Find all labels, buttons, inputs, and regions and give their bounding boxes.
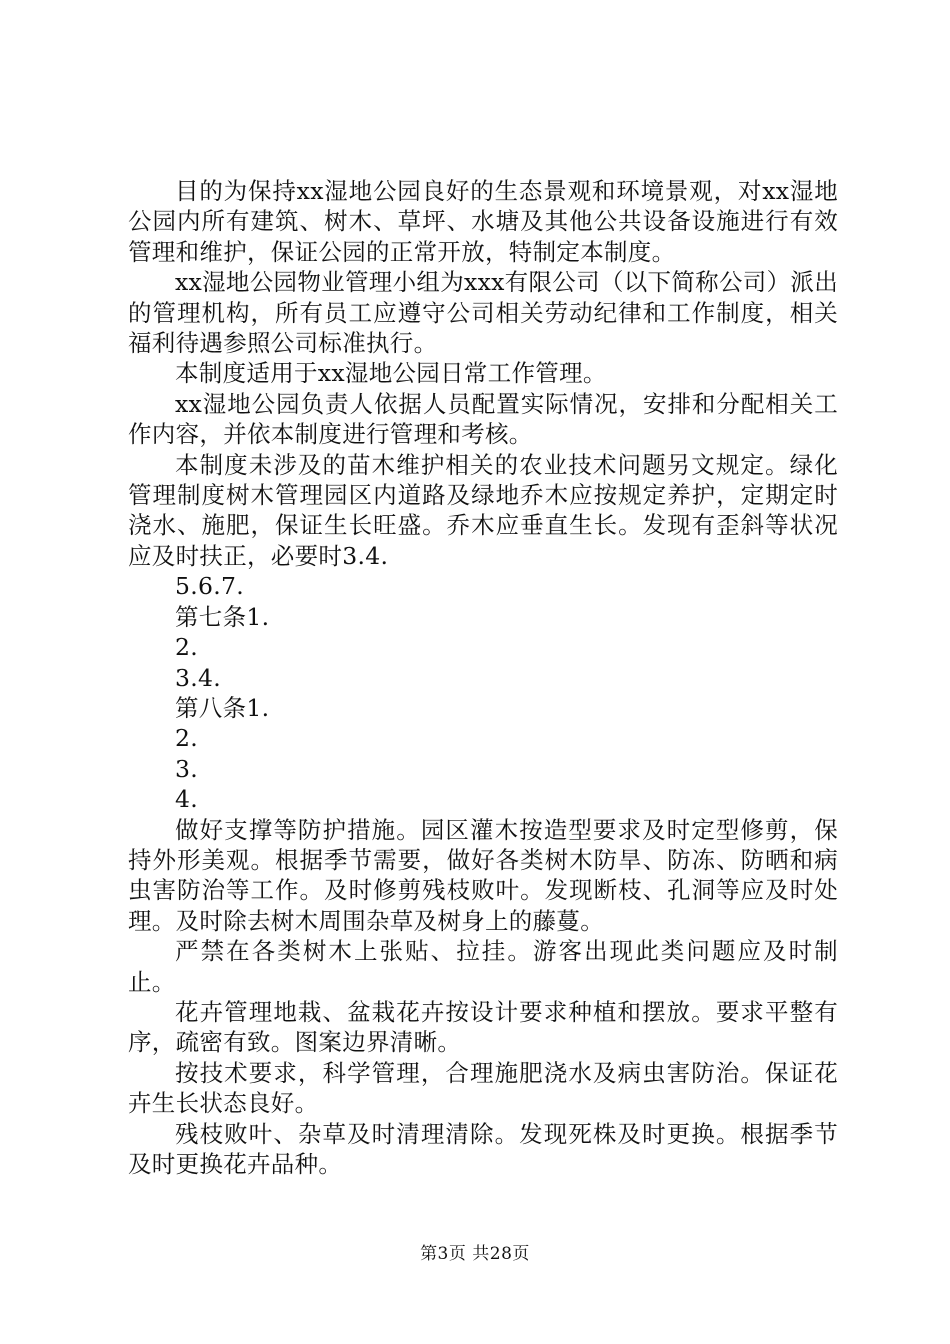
- paragraph: xx湿地公园物业管理小组为xxx有限公司（以下简称公司）派出的管理机构，所有员工应遵守公司相关劳动纪律和工作制度，相关福利待遇参照公司标准执行。: [128, 268, 838, 358]
- list-item: 4.: [175, 785, 199, 814]
- list-item: 2.: [175, 724, 199, 753]
- list-item: 第七条1.: [175, 602, 270, 631]
- page-number-label: 第3页 共28页: [420, 1244, 530, 1264]
- paragraph: 目的为保持xx湿地公园良好的生态景观和环境景观，对xx湿地公园内所有建筑、树木、草坪、水塘及其他公共设备设施进行有效管理和维护，保证公园的正常开放，特制定本制度。: [128, 177, 838, 266]
- paragraph: 按技术要求，科学管理，合理施肥浇水及病虫害防治。保证花卉生长状态良好。: [128, 1058, 838, 1118]
- paragraph: 本制度未涉及的苗木维护相关的农业技术问题另文规定。绿化管理制度树木管理园区内道路及绿地乔木应按规定养护，定期定时浇水、施肥，保证生长旺盛。乔木应垂直生长。发现有歪斜等状况应及时扶正，必要时3.4.: [128, 450, 838, 570]
- list-item: 3.4.: [175, 663, 222, 692]
- list-item: 2.: [175, 633, 199, 662]
- paragraph: 残枝败叶、杂草及时清理清除。发现死株及时更换。根据季节及时更换花卉品种。: [128, 1119, 838, 1178]
- paragraph: 严禁在各类树木上张贴、拉挂。游客出现此类问题应及时制止。: [128, 937, 838, 996]
- list-item: 3.: [175, 754, 199, 783]
- list-item: 5.6.7.: [175, 572, 245, 601]
- page-footer: [0, 1244, 950, 1264]
- paragraph: 花卉管理地栽、盆栽花卉按设计要求种植和摆放。要求平整有序，疏密有致。图案边界清晰。: [128, 997, 838, 1057]
- paragraph: 做好支撑等防护措施。园区灌木按造型要求及时定型修剪，保持外形美观。根据季节需要，做好各类树木防旱、防冻、防晒和病虫害防治等工作。及时修剪残枝败叶。发现断枝、孔洞等应及时处理。及时除去树木周围杂草及树身上的藤蔓。: [128, 815, 838, 935]
- paragraph: xx湿地公园负责人依据人员配置实际情况，安排和分配相关工作内容，并依本制度进行管理和考核。: [128, 389, 838, 449]
- document-body: [128, 176, 838, 1179]
- list-item: 第八条1.: [175, 693, 270, 722]
- paragraph: 本制度适用于xx湿地公园日常工作管理。: [175, 359, 607, 388]
